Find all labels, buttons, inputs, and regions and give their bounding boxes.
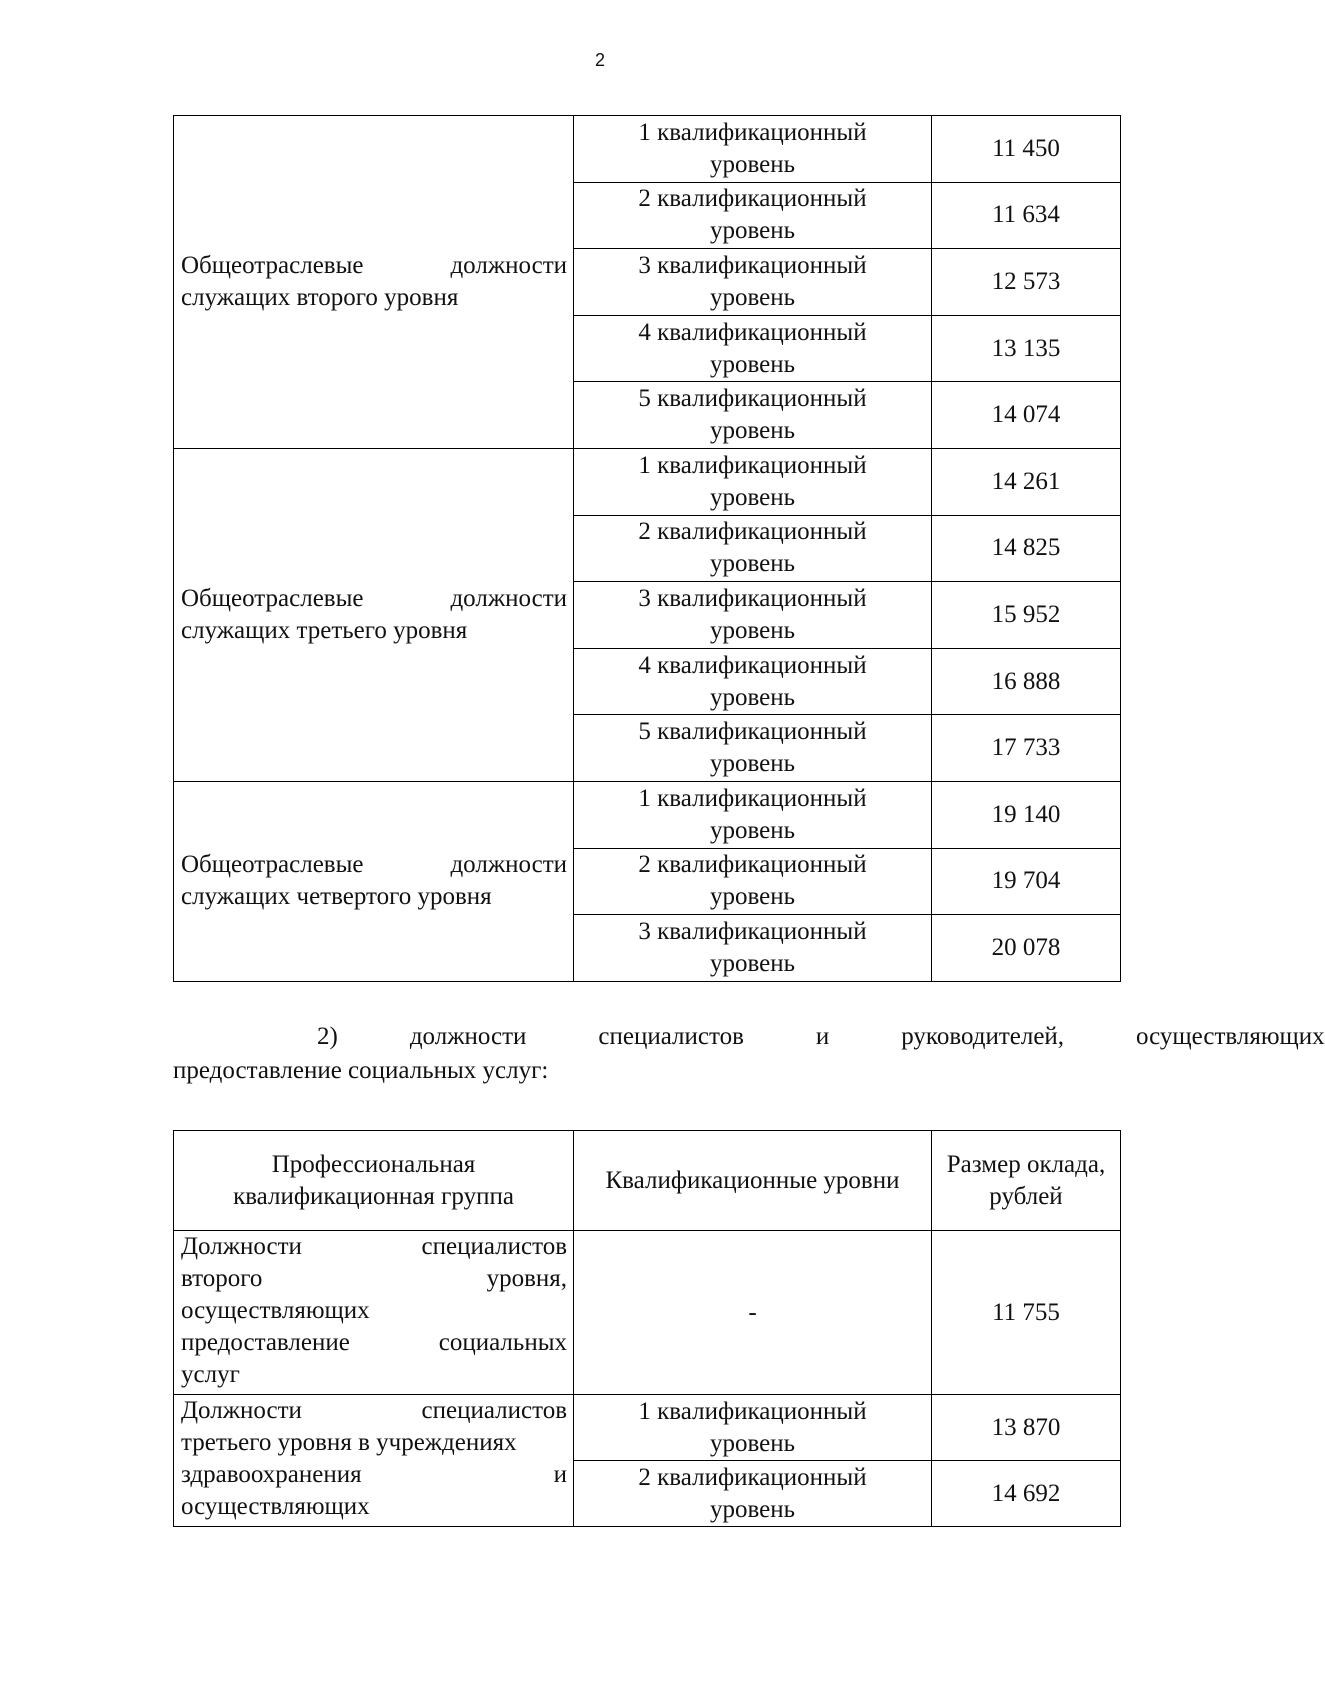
- qualification-level-cell: [574, 249, 932, 316]
- group-name-line: [181, 849, 567, 881]
- paragraph-line-1: [173, 1020, 1325, 1054]
- word: и: [553, 1461, 567, 1488]
- salary-cell: 14 074: [932, 382, 1121, 449]
- salary-table-social-services: [173, 1130, 1121, 1527]
- level-line: уровень: [709, 217, 796, 245]
- word: должности: [409, 1023, 527, 1050]
- group-name-line: услуг: [181, 1361, 240, 1388]
- word: социальных: [438, 1329, 567, 1356]
- group-name-cell: [174, 116, 574, 449]
- word: Должности: [181, 1233, 302, 1260]
- word: Общеотраслевые: [181, 251, 364, 279]
- qualification-level-cell: [574, 1461, 932, 1527]
- level-line: 4 квалификационный: [638, 318, 867, 346]
- group-name-line: [181, 1231, 567, 1263]
- header-qualification-levels: Квалификационные уровни: [574, 1131, 932, 1231]
- level-line: уровень: [709, 150, 796, 178]
- word: и: [815, 1023, 830, 1050]
- qualification-level-cell: [574, 848, 932, 915]
- group-name-cell: [174, 448, 574, 781]
- group-name-line: служащих четвертого уровня: [181, 883, 492, 911]
- salary-cell: 15 952: [932, 582, 1121, 649]
- group-name-line: третьего уровня в учреждениях: [181, 1429, 517, 1456]
- group-name-line: [181, 583, 567, 615]
- qualification-level-cell: [574, 448, 932, 515]
- level-line: 3 квалификационный: [638, 584, 867, 612]
- qualification-level-cell: [574, 382, 932, 449]
- level-line: уровень: [709, 750, 796, 778]
- paragraph-line-2: предоставление социальных услуг:: [173, 1057, 549, 1084]
- level-line: 2 квалификационный: [638, 518, 867, 546]
- salary-cell: 13 135: [932, 315, 1121, 382]
- group-name-line: осуществляющих: [181, 1493, 370, 1520]
- group-name-cell: [174, 781, 574, 981]
- group-name-cell: [174, 1395, 574, 1527]
- table-row: [174, 1231, 1121, 1395]
- level-line: уровень: [709, 949, 796, 977]
- table-row: [174, 116, 1121, 183]
- level-line: уровень: [709, 883, 796, 911]
- word: Общеотраслевые: [181, 584, 364, 612]
- qualification-level-cell: [574, 582, 932, 649]
- level-line: 2 квалификационный: [638, 185, 867, 213]
- qualification-level-cell: [574, 182, 932, 249]
- group-name-line: [181, 1395, 567, 1427]
- qualification-level-cell: [574, 781, 932, 848]
- salary-cell: 14 825: [932, 515, 1121, 582]
- salary-cell: 11 450: [932, 116, 1121, 183]
- salary-cell: 11 634: [932, 182, 1121, 249]
- level-line: 3 квалификационный: [638, 917, 867, 945]
- word: Общеотраслевые: [181, 851, 364, 879]
- level-line: 5 квалификационный: [638, 385, 867, 413]
- level-line: уровень: [709, 483, 796, 511]
- level-line: уровень: [709, 1429, 796, 1457]
- level-line: 1 квалификационный: [638, 1397, 867, 1425]
- level-line: 3 квалификационный: [638, 251, 867, 279]
- group-name-line: [181, 1459, 567, 1491]
- header-salary: Размер оклада, рублей: [932, 1131, 1121, 1231]
- level-line: уровень: [709, 616, 796, 644]
- qualification-level-cell: [574, 515, 932, 582]
- level-line: 4 квалификационный: [638, 651, 867, 679]
- word: уровня,: [486, 1265, 567, 1292]
- salary-cell: 13 870: [932, 1395, 1121, 1461]
- level-line: 1 квалификационный: [638, 784, 867, 812]
- qualification-level-cell: -: [574, 1231, 932, 1395]
- qualification-level-cell: [574, 116, 932, 183]
- salary-cell: 19 704: [932, 848, 1121, 915]
- level-line: уровень: [709, 283, 796, 311]
- qualification-level-cell: [574, 715, 932, 782]
- group-name-line: [181, 250, 567, 282]
- level-line: уровень: [709, 550, 796, 578]
- qualification-level-cell: [574, 1395, 932, 1461]
- header-professional-group: Профессиональная квалификационная группа: [174, 1131, 574, 1231]
- group-name-line: осуществляющих: [181, 1297, 370, 1324]
- word: руководителей,: [901, 1023, 1065, 1050]
- group-name-cell: [174, 1231, 574, 1395]
- word: специалистов: [598, 1023, 744, 1050]
- salary-cell: 11 755: [932, 1231, 1121, 1395]
- table-row: [174, 448, 1121, 515]
- word: специалистов: [421, 1397, 567, 1424]
- level-line: уровень: [709, 417, 796, 445]
- group-name-line: служащих второго уровня: [181, 283, 459, 311]
- section-paragraph: [173, 1020, 1325, 1088]
- qualification-level-cell: [574, 315, 932, 382]
- salary-cell: 19 140: [932, 781, 1121, 848]
- qualification-level-cell: [574, 648, 932, 715]
- table-row: [174, 781, 1121, 848]
- salary-cell: 16 888: [932, 648, 1121, 715]
- salary-table-general-positions: [173, 115, 1121, 982]
- level-line: 2 квалификационный: [638, 1463, 867, 1491]
- salary-cell: 20 078: [932, 915, 1121, 982]
- word: специалистов: [421, 1233, 567, 1260]
- word: второго: [181, 1265, 263, 1292]
- group-name-line: служащих третьего уровня: [181, 616, 468, 644]
- level-line: уровень: [709, 816, 796, 844]
- level-line: 5 квалификационный: [638, 718, 867, 746]
- word: должности: [450, 851, 567, 879]
- word: должности: [450, 251, 567, 279]
- group-name-line: [181, 1327, 567, 1359]
- level-line: 1 квалификационный: [638, 451, 867, 479]
- qualification-level-cell: [574, 915, 932, 982]
- table-row: [174, 1395, 1121, 1461]
- level-line: уровень: [709, 1495, 796, 1523]
- word: предоставление: [181, 1329, 350, 1356]
- salary-cell: 12 573: [932, 249, 1121, 316]
- word: Должности: [181, 1397, 302, 1424]
- level-line: 1 квалификационный: [638, 118, 867, 146]
- level-line: 2 квалификационный: [638, 851, 867, 879]
- salary-cell: 14 261: [932, 448, 1121, 515]
- salary-cell: 14 692: [932, 1461, 1121, 1527]
- salary-cell: 17 733: [932, 715, 1121, 782]
- page-number: 2: [594, 50, 605, 70]
- word: должности: [450, 584, 567, 612]
- word: здравоохранения: [181, 1461, 362, 1488]
- group-name-line: [181, 1263, 567, 1295]
- level-line: уровень: [709, 683, 796, 711]
- word: 2): [317, 1023, 338, 1050]
- level-line: уровень: [709, 350, 796, 378]
- word: осуществляющих: [1136, 1023, 1325, 1050]
